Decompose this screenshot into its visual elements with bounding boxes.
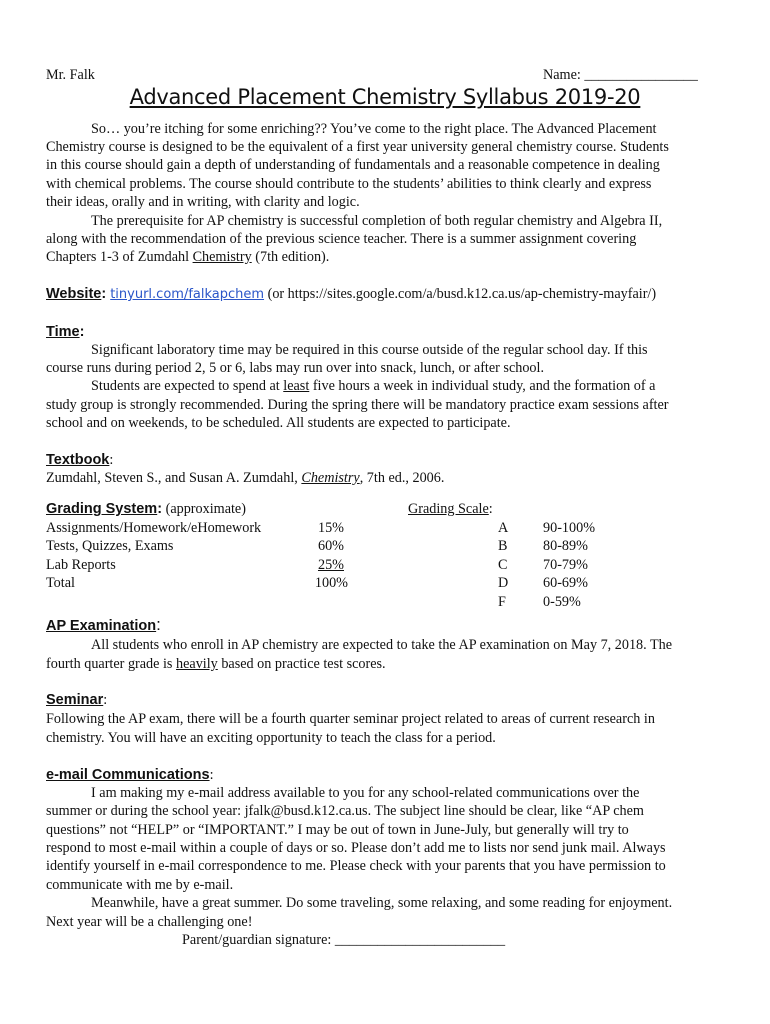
email-line: I am making my e-mail address available to you for any school-related communications over the (91, 785, 640, 801)
website-url: (or https://sites.google.com/a/busd.k12.ca.us/ap-chemistry-mayfair/) (264, 286, 657, 302)
time-line: Significant laboratory time may be required in this course outside of the regular school day. If this (91, 342, 648, 358)
grading-row-percent: 60% (317, 538, 344, 554)
grading-heading-line (46, 500, 730, 518)
grade-letter: D (498, 575, 509, 591)
email-heading-line (46, 766, 730, 784)
emphasis-heavily: heavily (176, 656, 218, 672)
time-heading-line (46, 323, 730, 341)
grading-row-percent: 100% (314, 575, 348, 591)
time-line: course runs during period 2, 5 or 6, labs may run over into snack, lunch, or after school. (46, 360, 545, 376)
grade-letter: B (498, 538, 508, 554)
closing-line: Meanwhile, have a great summer. Do some traveling, some relaxing, and some reading for enjoyment. (91, 895, 673, 911)
grade-range: 70-79% (543, 557, 588, 573)
time-line: study group is strongly recommended. During the spring there will be mandatory practice exam sessions after (46, 397, 669, 413)
grading-scale-colon: : (488, 501, 493, 517)
student-name-field: Name: ________________ (543, 67, 698, 83)
seminar-line: Following the AP exam, there will be a fourth quarter seminar project related to areas of current research in (46, 711, 655, 727)
grading-row-label: Total (46, 575, 75, 591)
website-colon: : (101, 286, 111, 302)
email-line: questions” not “HELP” or “IMPORTANT.” I may be out of town in June-July, but generally will try to (46, 822, 629, 838)
book-title: Chemistry (301, 470, 360, 486)
ap-exam-text: fourth quarter grade is (46, 656, 177, 672)
book-title: Chemistry (192, 249, 252, 265)
email-heading: e-mail Communications (46, 767, 210, 783)
website-heading: Website (46, 286, 102, 302)
grade-range: 0-59% (543, 594, 581, 610)
textbook-heading-line (46, 451, 730, 469)
seminar-heading: Seminar (46, 692, 104, 708)
ap-exam-heading: AP Examination (46, 618, 157, 634)
website-link[interactable]: tinyurl.com/falkapchem (110, 287, 265, 302)
time-line: school and on weekends, to be scheduled. All students are expected to participate. (46, 415, 511, 431)
time-text: five hours a week in individual study, and the formation of a (309, 378, 656, 394)
grade-letter: C (498, 557, 508, 573)
intro-line: Chemistry course is designed to be the equivalent of a first year university general chemistry course. Students (46, 139, 669, 155)
seminar-line: chemistry. You will have an exciting opportunity to teach the class for a period. (46, 730, 496, 746)
email-line: summer or during the school year: jfalk@busd.k12.ca.us. The subject line should be clear, like “AP chem (46, 803, 644, 819)
grading-row-percent: 15% (317, 520, 344, 536)
intro-line: The prerequisite for AP chemistry is successful completion of both regular chemistry and Algebra II, (91, 213, 663, 229)
grading-scale-heading: Grading Scale (408, 501, 489, 517)
ap-exam-heading-line (46, 616, 730, 635)
intro-line: their ideas, orally and in writing, with clarity and logic. (46, 194, 360, 210)
grade-range: 80-89% (543, 538, 588, 554)
textbook-authors: Zumdahl, Steven S., and Susan A. Zumdahl, (46, 470, 302, 486)
ap-exam-text: based on practice test scores. (217, 656, 386, 672)
grading-row-label: Lab Reports (46, 557, 116, 573)
grading-row-label: Assignments/Homework/eHomework (46, 520, 262, 536)
intro-line: So… you’re itching for some enriching?? You’ve come to the right place. The Advanced Placement (91, 121, 657, 137)
email-colon: : (209, 767, 214, 783)
email-line: identify yourself in e-mail correspondence to me. Please check with your parents that you have permission to (46, 858, 666, 874)
email-line: respond to most e-mail within a couple of days or so. Please don’t add me to lists nor send junk mail. Always (46, 840, 666, 856)
time-text: Students are expected to spend at (91, 378, 284, 394)
signature-line: Parent/guardian signature: ________________________ (182, 932, 506, 948)
seminar-colon: : (103, 692, 108, 708)
textbook-heading: Textbook (46, 452, 110, 468)
ap-exam-colon: : (156, 615, 161, 634)
textbook-colon: : (109, 452, 114, 468)
grading-heading: Grading System (46, 501, 158, 517)
website-line (46, 285, 730, 304)
intro-text: Chapters 1-3 of Zumdahl (46, 249, 193, 265)
grading-scale-heading-line (408, 500, 493, 518)
intro-text: (7th edition). (251, 249, 330, 265)
time-heading: Time (46, 324, 80, 340)
intro-line: in this course should gain a depth of understanding of fundamentals and a reasonable competence in dealing (46, 157, 660, 173)
grade-letter: A (498, 520, 509, 536)
closing-line: Next year will be a challenging one! (46, 914, 253, 930)
textbook-edition: , 7th ed., 2006. (359, 470, 445, 486)
email-line: communicate with me by e-mail. (46, 877, 234, 893)
emphasis-least: least (283, 378, 310, 394)
grading-row-label: Tests, Quizzes, Exams (46, 538, 174, 554)
grading-row-percent: 25% (317, 557, 344, 573)
grading-note: (approximate) (162, 501, 246, 517)
grading-row-percent-cell (290, 556, 344, 574)
grade-letter: F (498, 594, 506, 610)
grade-range: 60-69% (543, 575, 588, 591)
seminar-heading-line (46, 691, 730, 709)
intro-line (46, 248, 730, 266)
intro-line: with chemical problems. The course should contribute to the students’ abilities to think clearly and express (46, 176, 652, 192)
teacher-name: Mr. Falk (46, 67, 95, 83)
grade-range: 90-100% (543, 520, 596, 536)
time-colon: : (79, 324, 85, 340)
time-line (46, 377, 730, 395)
grading-colon: : (157, 501, 163, 517)
ap-exam-line (46, 655, 730, 673)
textbook-citation (46, 469, 730, 487)
page-title: Advanced Placement Chemistry Syllabus 2019-20 (129, 85, 641, 109)
intro-line: along with the recommendation of the previous science teacher. There is a summer assignment covering (46, 231, 637, 247)
ap-exam-line: All students who enroll in AP chemistry are expected to take the AP examination on May 7, 2018. The (91, 637, 673, 653)
